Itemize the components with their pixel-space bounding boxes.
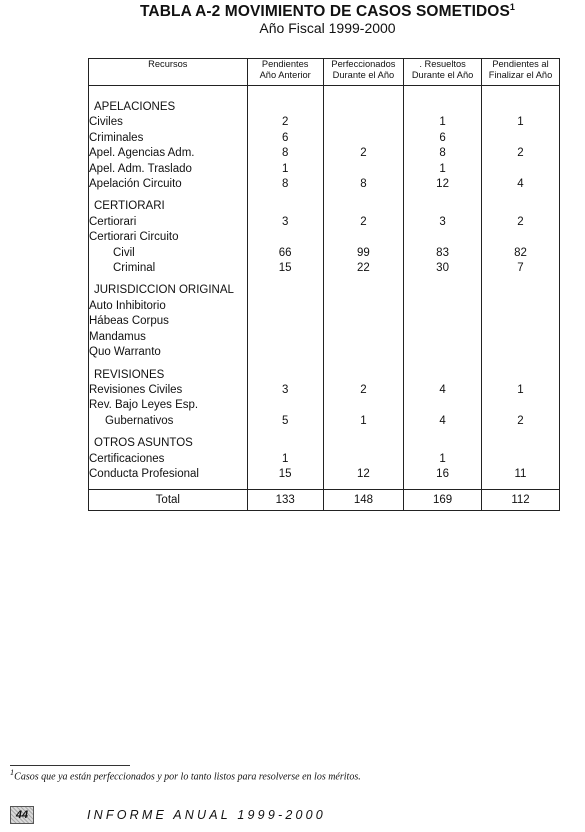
cell-value: 83: [404, 246, 482, 261]
footer-title: INFORME ANUAL 1999-2000: [87, 808, 326, 822]
table-row: [89, 162, 560, 177]
total-value: 112: [481, 490, 559, 511]
section-spacer: [89, 93, 560, 100]
cell-value: [404, 330, 482, 345]
cell-value: [481, 162, 559, 177]
header-pendientes: Pendientes Año Anterior: [247, 59, 323, 86]
cell-value: [404, 299, 482, 314]
table-row: [89, 314, 560, 329]
section-heading: APELACIONES: [89, 100, 248, 115]
row-label: Civiles: [89, 115, 248, 130]
cell-value: 15: [247, 467, 323, 482]
row-label: Apel. Adm. Traslado: [89, 162, 248, 177]
table-body: [89, 86, 560, 490]
cell-value: [323, 299, 403, 314]
section-heading: OTROS ASUNTOS: [89, 436, 248, 451]
total-row: [89, 490, 560, 511]
section-spacer: [89, 276, 560, 283]
cell-value: 1: [404, 452, 482, 467]
cell-value: 1: [481, 383, 559, 398]
table-row: [89, 230, 560, 245]
table-row: [89, 115, 560, 130]
cell-value: [323, 314, 403, 329]
row-label: Certificaciones: [89, 452, 248, 467]
table-row: [89, 398, 560, 413]
cell-value: [481, 131, 559, 146]
total-value: 148: [323, 490, 403, 511]
cell-value: 5: [247, 414, 323, 429]
cell-value: 82: [481, 246, 559, 261]
title-footnote-mark: 1: [509, 2, 515, 12]
section-spacer: [89, 86, 560, 94]
cell-value: 8: [247, 146, 323, 161]
table-row: [89, 261, 560, 276]
cell-value: 99: [323, 246, 403, 261]
cell-value: 2: [323, 383, 403, 398]
cell-value: 30: [404, 261, 482, 276]
table-row: [89, 177, 560, 192]
page-subtitle: Año Fiscal 1999-2000: [259, 20, 396, 36]
cell-value: 1: [481, 115, 559, 130]
cell-value: 8: [247, 177, 323, 192]
cell-value: 15: [247, 261, 323, 276]
section-heading-row: [89, 436, 560, 451]
row-label: Criminales: [89, 131, 248, 146]
cell-value: 3: [247, 383, 323, 398]
footnote: [10, 768, 361, 782]
row-label: Criminal: [89, 261, 248, 276]
cell-value: 2: [481, 146, 559, 161]
cell-value: 1: [323, 414, 403, 429]
cell-value: [404, 314, 482, 329]
footnote-text: Casos que ya están perfeccionados y por lo tanto listos para resolverse en los méritos.: [14, 771, 361, 783]
cell-value: 12: [323, 467, 403, 482]
cell-value: 2: [323, 146, 403, 161]
cell-value: [247, 345, 323, 360]
cell-value: [247, 230, 323, 245]
cell-value: [481, 314, 559, 329]
section-heading-row: [89, 368, 560, 383]
cell-value: 2: [481, 215, 559, 230]
cell-value: 1: [404, 162, 482, 177]
row-label: Quo Warranto: [89, 345, 248, 360]
cell-value: 4: [404, 414, 482, 429]
cell-value: [481, 345, 559, 360]
cell-value: 1: [404, 115, 482, 130]
table-row: [89, 452, 560, 467]
row-label: Rev. Bajo Leyes Esp.: [89, 398, 248, 413]
table-row: [89, 467, 560, 482]
cell-value: 8: [404, 146, 482, 161]
cell-value: [481, 398, 559, 413]
header-perfeccionados: Perfeccionados Durante el Año: [323, 59, 403, 86]
cell-value: 2: [247, 115, 323, 130]
table-row: [89, 299, 560, 314]
title-text: TABLA A-2 MOVIMIENTO DE CASOS SOMETIDOS: [140, 3, 510, 21]
cell-value: 16: [404, 467, 482, 482]
row-label: Hábeas Corpus: [89, 314, 248, 329]
row-label: Conducta Profesional: [89, 467, 248, 482]
table-row: [89, 414, 560, 429]
section-heading-row: [89, 199, 560, 214]
table-row: [89, 146, 560, 161]
total-label: Total: [89, 490, 248, 511]
cell-value: 7: [481, 261, 559, 276]
cell-value: 4: [404, 383, 482, 398]
cell-value: 22: [323, 261, 403, 276]
cell-value: 1: [247, 452, 323, 467]
footnote-rule: [10, 765, 130, 766]
row-label: Mandamus: [89, 330, 248, 345]
cell-value: [404, 230, 482, 245]
table-row: [89, 345, 560, 360]
table-row: [89, 330, 560, 345]
section-spacer: [89, 192, 560, 199]
cell-value: [481, 330, 559, 345]
section-heading-row: [89, 100, 560, 115]
table-row: [89, 383, 560, 398]
section-spacer: [89, 361, 560, 368]
footnote-mark: 1: [10, 768, 15, 777]
cell-value: [323, 330, 403, 345]
row-label: Certiorari: [89, 215, 248, 230]
header-pendientes-final: Pendientes al Finalizar el Año: [481, 59, 559, 86]
page-number: 44: [10, 806, 34, 824]
header-resueltos: . Resueltos Durante el Año: [404, 59, 482, 86]
row-label: Civil: [89, 246, 248, 261]
total-value: 133: [247, 490, 323, 511]
section-heading: CERTIORARI: [89, 199, 248, 214]
cell-value: [323, 452, 403, 467]
cell-value: 2: [323, 215, 403, 230]
cell-value: 4: [481, 177, 559, 192]
cell-value: [247, 330, 323, 345]
table-row: [89, 215, 560, 230]
cell-value: 11: [481, 467, 559, 482]
table-row: [89, 246, 560, 261]
cell-value: 2: [481, 414, 559, 429]
section-heading: REVISIONES: [89, 368, 248, 383]
cell-value: 66: [247, 246, 323, 261]
cell-value: 6: [404, 131, 482, 146]
table-header-row: [89, 59, 560, 86]
cell-value: 1: [247, 162, 323, 177]
cell-value: [323, 345, 403, 360]
row-label: Revisiones Civiles: [89, 383, 248, 398]
cell-value: [481, 299, 559, 314]
cell-value: [247, 299, 323, 314]
cell-value: 12: [404, 177, 482, 192]
cell-value: [323, 230, 403, 245]
section-heading-row: [89, 283, 560, 298]
row-label: Certiorari Circuito: [89, 230, 248, 245]
section-spacer: [89, 482, 560, 490]
cases-table: [88, 58, 560, 511]
total-value: 169: [404, 490, 482, 511]
cell-value: [323, 162, 403, 177]
cell-value: 3: [247, 215, 323, 230]
row-label: Apel. Agencias Adm.: [89, 146, 248, 161]
cell-value: [481, 452, 559, 467]
cell-value: 6: [247, 131, 323, 146]
cell-value: [323, 115, 403, 130]
row-label: Auto Inhibitorio: [89, 299, 248, 314]
section-heading: JURISDICCION ORIGINAL: [89, 283, 248, 298]
cell-value: [481, 230, 559, 245]
cell-value: [323, 131, 403, 146]
cell-value: 8: [323, 177, 403, 192]
cell-value: [247, 314, 323, 329]
cell-value: 3: [404, 215, 482, 230]
cell-value: [404, 345, 482, 360]
header-recursos: Recursos: [89, 59, 248, 86]
cell-value: [404, 398, 482, 413]
row-label: Apelación Circuito: [89, 177, 248, 192]
section-spacer: [89, 429, 560, 436]
cell-value: [323, 398, 403, 413]
page-title: [0, 2, 585, 21]
table-row: [89, 131, 560, 146]
cell-value: [247, 398, 323, 413]
row-label: Gubernativos: [89, 414, 248, 429]
